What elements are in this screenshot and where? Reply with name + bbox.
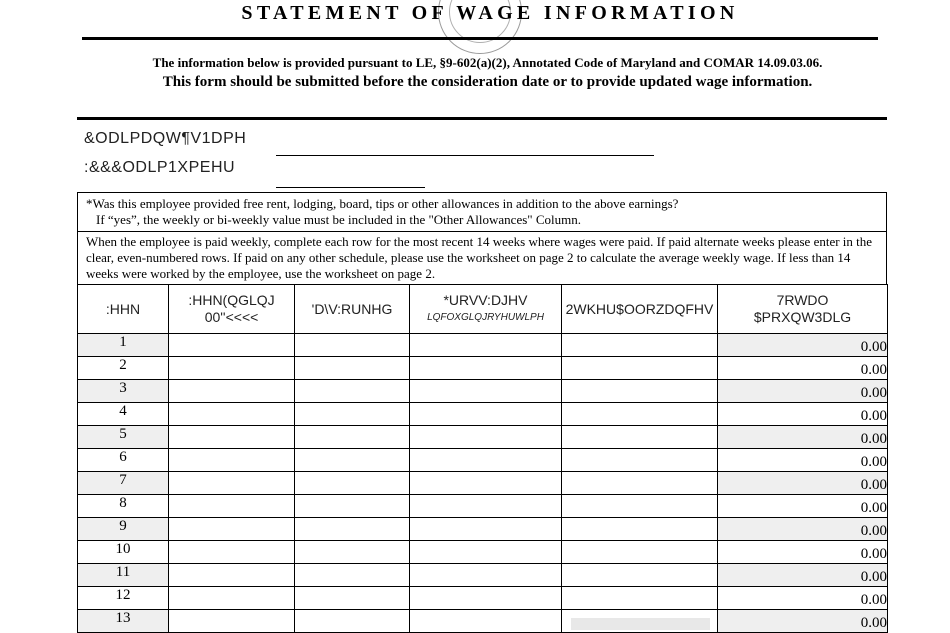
week-number-cell: 4 (78, 403, 169, 426)
instructions-note (77, 231, 887, 285)
week-ending-input[interactable] (169, 380, 295, 403)
table-row (78, 472, 888, 495)
total-amount-cell: 0.00 (718, 403, 888, 426)
total-amount-cell: 0.00 (718, 518, 888, 541)
other-allowances-input[interactable] (562, 380, 718, 403)
gross-wages-input[interactable] (410, 495, 562, 518)
wage-table (77, 284, 888, 633)
week-ending-input[interactable] (169, 587, 295, 610)
total-amount-cell: 0.00 (718, 610, 888, 633)
week-number-cell: 2 (78, 357, 169, 380)
week-number-cell: 9 (78, 518, 169, 541)
gross-wages-input[interactable] (410, 334, 562, 357)
other-allowances-input[interactable] (562, 472, 718, 495)
other-allowances-input[interactable] (562, 334, 718, 357)
week-ending-input[interactable] (169, 541, 295, 564)
wcc-claim-number-label: :&&&ODLP1XPEHU (84, 159, 236, 176)
days-worked-input[interactable] (295, 518, 410, 541)
title-rule (82, 37, 878, 40)
other-allowances-input[interactable] (562, 541, 718, 564)
table-row (78, 541, 888, 564)
gross-wages-input[interactable] (410, 610, 562, 633)
week-number-cell: 6 (78, 449, 169, 472)
gross-wages-input[interactable] (410, 564, 562, 587)
week-ending-input[interactable] (169, 403, 295, 426)
submit-notice: This form should be submitted before the consideration date or to provide updated wage information. (162, 74, 813, 90)
days-worked-input[interactable] (295, 610, 410, 633)
table-row (78, 403, 888, 426)
week-number-cell: 5 (78, 426, 169, 449)
week-number-cell: 1 (78, 334, 169, 357)
other-allowances-input[interactable] (562, 449, 718, 472)
days-worked-input[interactable] (295, 357, 410, 380)
gross-wages-input[interactable] (410, 449, 562, 472)
week-ending-input[interactable] (169, 472, 295, 495)
col-header-week: :HHN (78, 285, 169, 334)
days-worked-input[interactable] (295, 472, 410, 495)
total-amount-cell: 0.00 (718, 495, 888, 518)
week-ending-input[interactable] (169, 564, 295, 587)
col-header-total-amount (718, 285, 888, 334)
total-amount-cell: 0.00 (718, 449, 888, 472)
total-amount-cell: 0.00 (718, 564, 888, 587)
table-row (78, 518, 888, 541)
week-ending-input[interactable] (169, 610, 295, 633)
week-number-cell: 13 (78, 610, 169, 633)
table-row (78, 380, 888, 403)
week-number-cell: 11 (78, 564, 169, 587)
days-worked-input[interactable] (295, 334, 410, 357)
page-title: STATEMENT OF WAGE INFORMATION (241, 2, 739, 24)
gross-wages-input[interactable] (410, 587, 562, 610)
col-header-gross-wages-label: *URVV:DJHV (443, 292, 528, 308)
section-rule (77, 117, 887, 120)
other-allowances-input[interactable] (562, 518, 718, 541)
total-amount-cell: 0.00 (718, 357, 888, 380)
table-row (78, 610, 888, 633)
week-number-cell: 10 (78, 541, 169, 564)
col-header-gross-wages (410, 285, 562, 334)
col-header-gross-wages-sub: LQFOXGLQJRYHUWLPH (427, 312, 544, 323)
week-ending-input[interactable] (169, 334, 295, 357)
total-amount-cell: 0.00 (718, 426, 888, 449)
week-number-cell: 12 (78, 587, 169, 610)
gross-wages-input[interactable] (410, 426, 562, 449)
row13-shade (571, 618, 710, 630)
col-header-other-allowances: 2WKHU$OORZDQFHV (562, 285, 718, 334)
gross-wages-input[interactable] (410, 403, 562, 426)
week-number-cell: 3 (78, 380, 169, 403)
table-row (78, 334, 888, 357)
week-number-cell: 7 (78, 472, 169, 495)
week-number-cell: 8 (78, 495, 169, 518)
allowances-note-line2: If “yes”, the weekly or bi-weekly value must be included in the "Other Allowances" Column. (96, 212, 581, 227)
week-ending-input[interactable] (169, 495, 295, 518)
week-ending-input[interactable] (169, 426, 295, 449)
gross-wages-input[interactable] (410, 518, 562, 541)
total-amount-cell: 0.00 (718, 472, 888, 495)
other-allowances-input[interactable] (562, 564, 718, 587)
total-amount-cell: 0.00 (718, 380, 888, 403)
col-header-week-ending (169, 285, 295, 334)
gross-wages-input[interactable] (410, 357, 562, 380)
gross-wages-input[interactable] (410, 541, 562, 564)
table-row (78, 426, 888, 449)
other-allowances-input[interactable] (562, 426, 718, 449)
gross-wages-input[interactable] (410, 472, 562, 495)
legal-notice: The information below is provided pursuant to LE, §9-602(a)(2), Annotated Code of Maryland and COMAR 14.09.03.06. (152, 55, 823, 70)
days-worked-input[interactable] (295, 449, 410, 472)
week-ending-input[interactable] (169, 518, 295, 541)
total-amount-cell: 0.00 (718, 587, 888, 610)
total-amount-cell: 0.00 (718, 334, 888, 357)
week-ending-input[interactable] (169, 357, 295, 380)
other-allowances-input[interactable] (562, 403, 718, 426)
other-allowances-input[interactable] (562, 587, 718, 610)
claimant-name-field[interactable] (276, 155, 654, 156)
col-header-total-label: 7RWDO (776, 292, 829, 308)
col-header-days-worked: 'D\V:RUNHG (295, 285, 410, 334)
table-row (78, 587, 888, 610)
gross-wages-input[interactable] (410, 380, 562, 403)
table-row (78, 564, 888, 587)
claimant-name-label: &ODLPDQW¶V1DPH (84, 130, 247, 147)
table-row (78, 357, 888, 380)
days-worked-input[interactable] (295, 495, 410, 518)
allowances-note (77, 192, 887, 232)
other-allowances-input[interactable] (562, 495, 718, 518)
days-worked-input[interactable] (295, 564, 410, 587)
days-worked-input[interactable] (295, 426, 410, 449)
col-header-total-label2: $PRXQW3DLG (753, 309, 852, 325)
instructions-text: When the employee is paid weekly, complete each row for the most recent 14 weeks where wages were paid. If paid alternate weeks please enter in the clear, even-numbered rows. If paid on any other schedule, please use the worksheet on page 2 to calculate the average weekly wage. If less than 14 weeks were worked by the employee, use the worksheet on page 2. (86, 234, 873, 281)
table-row (78, 495, 888, 518)
wcc-claim-number-field[interactable] (276, 187, 425, 188)
days-worked-input[interactable] (295, 380, 410, 403)
days-worked-input[interactable] (295, 587, 410, 610)
other-allowances-input[interactable] (562, 357, 718, 380)
table-row (78, 449, 888, 472)
total-amount-cell: 0.00 (718, 541, 888, 564)
days-worked-input[interactable] (295, 541, 410, 564)
week-ending-input[interactable] (169, 449, 295, 472)
allowances-note-line1: *Was this employee provided free rent, lodging, board, tips or other allowances in addition to the above earnings? (86, 196, 679, 211)
col-header-week-ending-label: :HHN(QGLQJ (188, 292, 275, 308)
col-header-week-ending-format: 00''<<<< (204, 309, 259, 325)
days-worked-input[interactable] (295, 403, 410, 426)
